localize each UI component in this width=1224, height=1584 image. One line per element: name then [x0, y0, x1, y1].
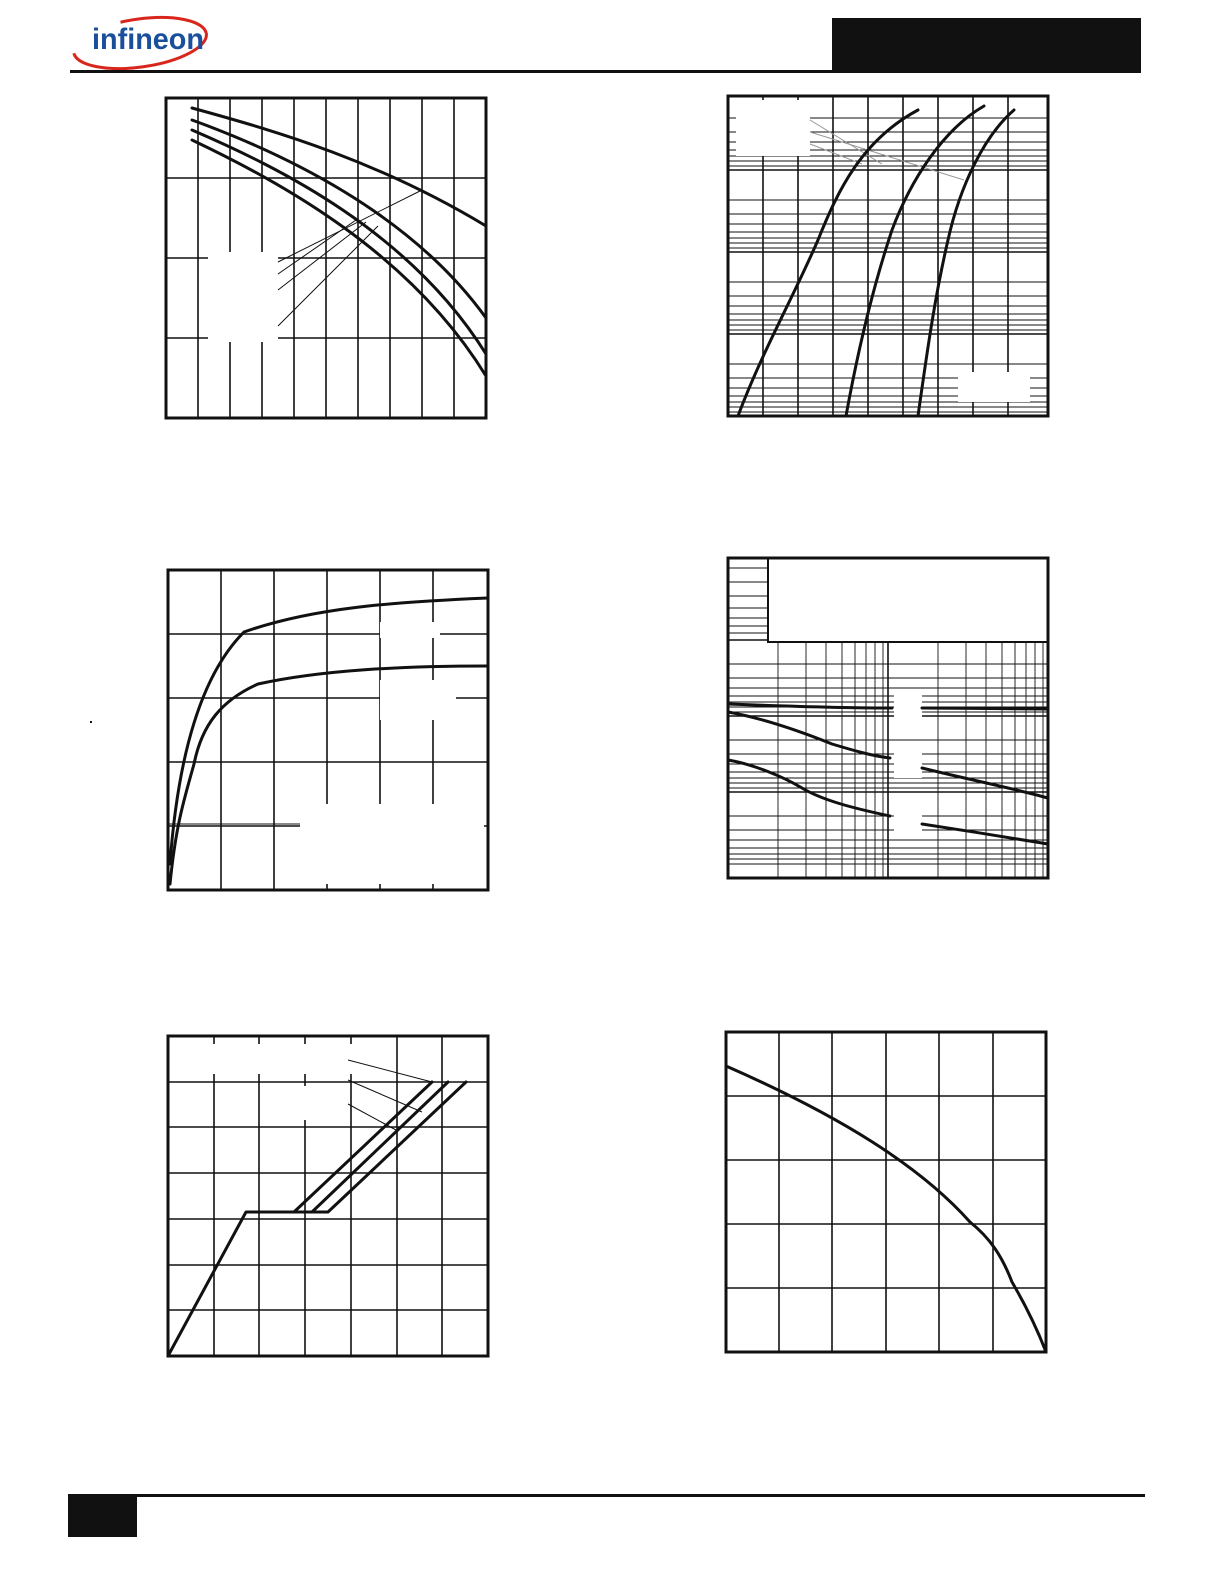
figure-4-label-area-1: [894, 692, 922, 722]
figure-4-legend-box: [768, 558, 1048, 642]
figure-2-legend-area: [736, 100, 810, 156]
logo-wordmark: infineon: [92, 23, 204, 56]
figure-3-label-area-2: [380, 680, 456, 720]
stray-mark: [90, 721, 92, 723]
figure-4-label-area-3: [894, 808, 922, 838]
header-part-number-bar: [832, 18, 1141, 71]
figure-4-label-area-2: [894, 748, 922, 778]
figure-3-label-area-3: [300, 804, 484, 884]
figure-2-chart: [722, 90, 1052, 420]
figure-1-legend-area: [208, 252, 278, 342]
footer-rule: [68, 1494, 1145, 1497]
figure-3-chart: [162, 564, 492, 894]
figure-4-chart: [722, 552, 1052, 882]
figure-1-chart: [160, 92, 490, 422]
figure-6-chart: [720, 1026, 1050, 1356]
figure-5-chart: [162, 1030, 492, 1360]
figure-5-legend-area-1: [208, 1044, 352, 1074]
header-rule: [70, 70, 1141, 73]
infineon-logo: [70, 10, 220, 70]
figure-6-grid: [726, 1032, 1046, 1352]
figure-5-legend-area-2: [270, 1086, 346, 1120]
footer-page-number-block: [68, 1494, 137, 1537]
figure-3-label-area-1: [380, 622, 440, 638]
figure-2-label-area: [958, 372, 1030, 402]
